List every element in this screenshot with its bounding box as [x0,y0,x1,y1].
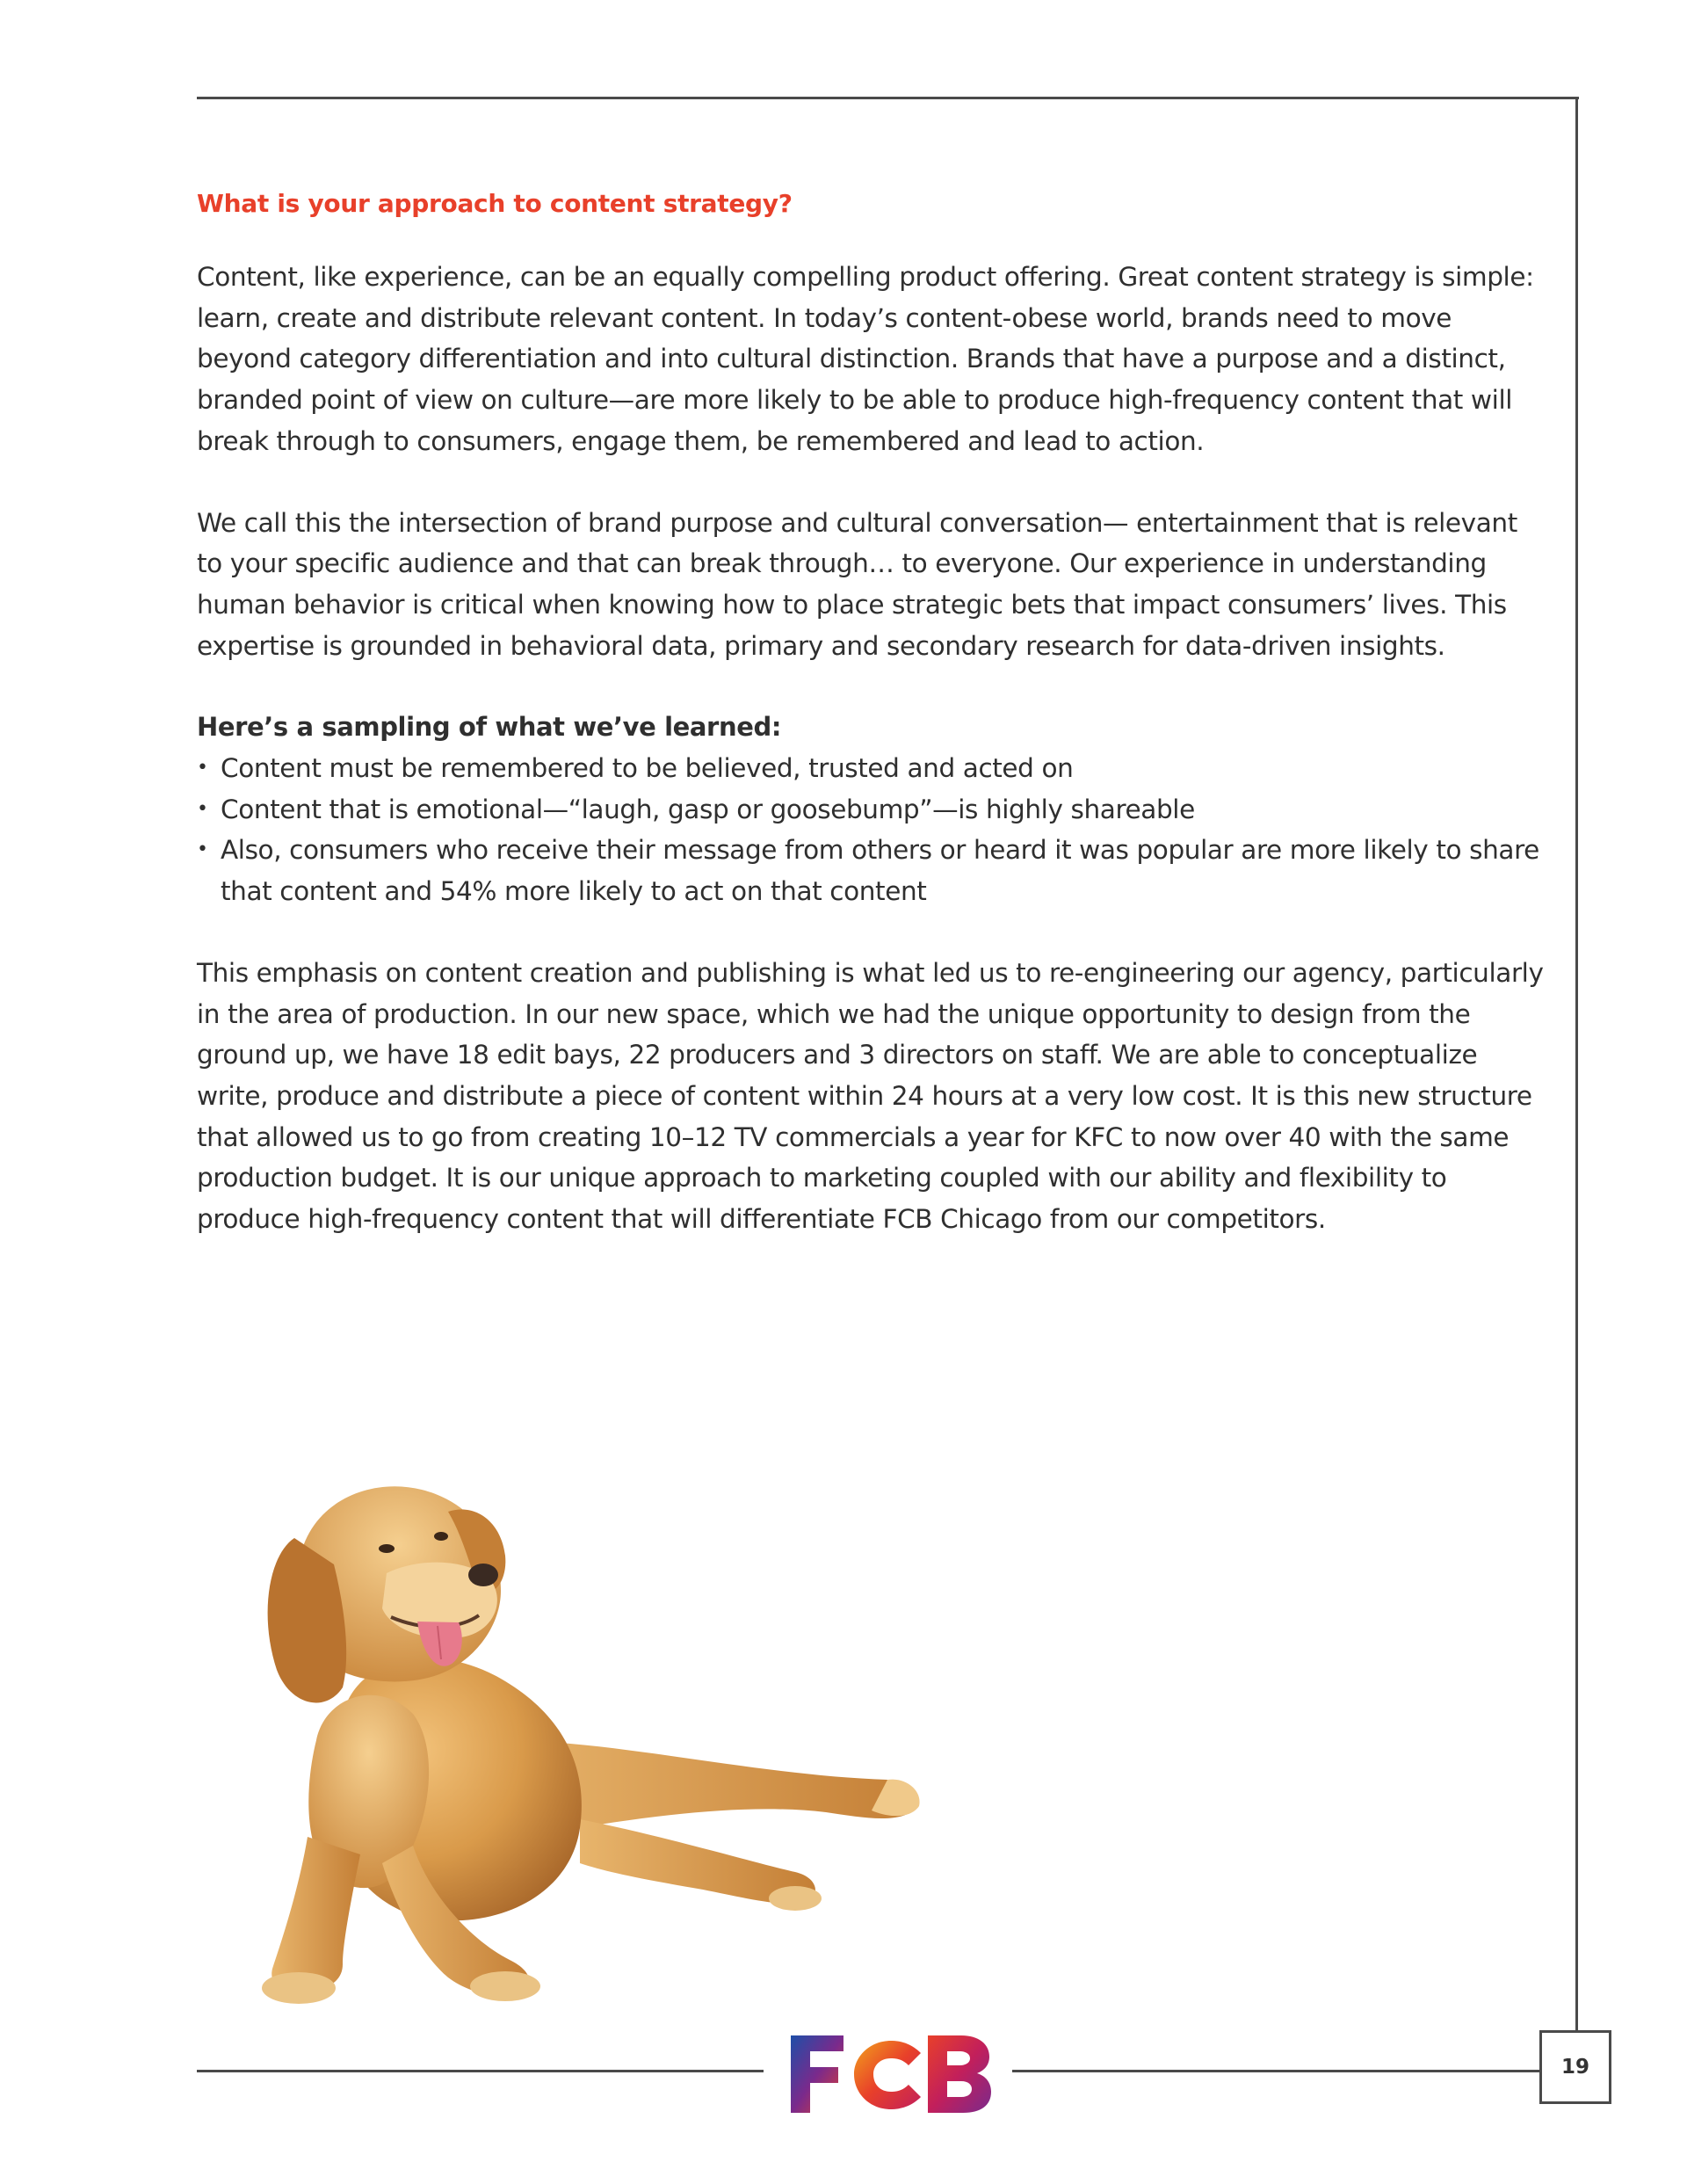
paragraph-brand-purpose: We call this the intersection of brand purpose and cultural conversation— entertainment that is relevant to your specific audience and that can break through… to everyone. Our experience in understanding human behavior is critical when knowing how to place strategic bets that impact consumers’ lives. This expertise is grounded in behavioral data, primary and secondary research for data-driven insights. [197,507,1517,661]
svg-text:FCB: FCB [890,2085,892,2086]
sampling-heading: Here’s a sampling of what we’ve learned: [197,712,782,743]
bullet-icon: • [197,838,208,861]
article-body [197,189,1550,1281]
bullet-icon: • [197,797,208,820]
paragraph-content-strategy: Content, like experience, can be an equally compelling product offering. Great content strategy is simple: learn, create and distribute relevant content. In today’s content-obese world, brands need to move beyond category differentiation and into cultural distinction. Brands that have a purpose and a distinct, branded point of view on culture—are more likely to be able to produce high-frequency content that will break through to consumers, engage them, be remembered and lead to action. [197,262,1534,456]
sampling-list [197,748,1550,912]
list-item: • Content must be remembered to be believed, trusted and acted on [197,748,1550,789]
footer-rule-right [1012,2070,1539,2072]
golden-retriever-image [211,1450,949,2013]
paragraph-production: This emphasis on content creation and publishing is what led us to re-engineering our agency, particularly in the area of production. In our new space, which we had the unique opportunity to design from the ground up, we have 18 edit bays, 22 producers and 3 directors on staff. We are able to conceptualize write, produce and distribute a piece of content within 24 hours at a very low cost. It is this new structure that allowed us to go from creating 10–12 TV commercials a year for KFC to now over 40 with the same production budget. It is our unique approach to marketing coupled with our ability and flexibility to produce high-frequency content that will differentiate FCB Chicago from our competitors. [197,957,1544,1235]
page-frame-top-rule [197,97,1579,99]
footer-rule-left [197,2070,764,2072]
list-item: • Content that is emotional—“laugh, gasp or goosebump”—is highly shareable [197,789,1550,831]
page-number-box [1539,2030,1611,2104]
page-number: 19 [1560,2056,1589,2079]
page-frame-right-rule [1575,97,1578,2030]
section-heading: What is your approach to content strategy? [197,189,793,218]
fcb-logo [789,2032,993,2116]
bullet-icon: • [197,757,208,780]
list-item: • Also, consumers who receive their message from others or heard it was popular are more likely to share that content and 54% more likely to act on that content [197,830,1550,911]
